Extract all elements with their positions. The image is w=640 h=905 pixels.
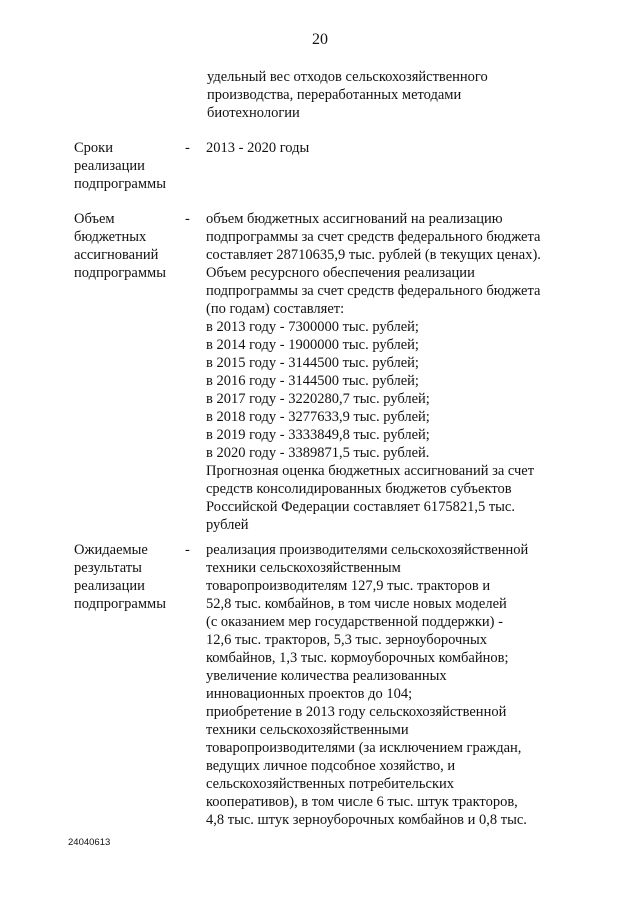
content-line: 12,6 тыс. тракторов, 5,3 тыс. зерноуборочных	[206, 632, 488, 648]
content-line: техники сельскохозяйственным	[206, 560, 401, 576]
section-dash: -	[185, 140, 190, 156]
content-line: объем бюджетных ассигнований на реализацию	[206, 211, 503, 227]
content-line: в 2020 году - 3389871,5 тыс. рублей.	[206, 445, 430, 461]
content-line: товаропроизводителям 127,9 тыс. тракторов и	[206, 578, 491, 594]
content-line: сельскохозяйственных потребительских	[206, 776, 455, 792]
section-content	[206, 139, 566, 157]
intro-text	[207, 68, 567, 122]
section-dash: -	[185, 542, 190, 558]
content-line: (по годам) составляет:	[206, 301, 345, 317]
label-line: подпрограммы	[74, 265, 166, 281]
content-line: в 2017 году - 3220280,7 тыс. рублей;	[206, 391, 430, 407]
content-line: приобретение в 2013 году сельскохозяйственной	[206, 704, 507, 720]
label-line: Ожидаемые	[74, 542, 148, 558]
content-line: 4,8 тыс. штук зерноуборочных комбайнов и 0,8 тыс.	[206, 812, 527, 828]
content-line: средств консолидированных бюджетов субъектов	[206, 481, 512, 497]
section-label	[74, 210, 184, 282]
content-line: составляет 28710635,9 тыс. рублей (в текущих ценах).	[206, 247, 541, 263]
content-line: рублей	[206, 517, 249, 533]
content-line: инновационных проектов до 104;	[206, 686, 413, 702]
intro-line: биотехнологии	[207, 105, 300, 121]
label-line: реализации	[74, 578, 145, 594]
content-line: подпрограммы за счет средств федерального бюджета	[206, 283, 541, 299]
content-line: в 2013 году - 7300000 тыс. рублей;	[206, 319, 419, 335]
content-line: реализация производителями сельскохозяйственной	[206, 542, 529, 558]
content-line: кооперативов), в том числе 6 тыс. штук тракторов,	[206, 794, 518, 810]
content-line: 52,8 тыс. комбайнов, в том числе новых моделей	[206, 596, 507, 612]
label-line: бюджетных	[74, 229, 147, 245]
content-line: техники сельскохозяйственными	[206, 722, 409, 738]
label-line: Сроки	[74, 140, 113, 156]
content-line: подпрограммы за счет средств федерального бюджета	[206, 229, 541, 245]
section-label	[74, 541, 184, 613]
content-line: в 2014 году - 1900000 тыс. рублей;	[206, 337, 419, 353]
label-line: подпрограммы	[74, 596, 166, 612]
label-line: Объем	[74, 211, 115, 227]
content-line: в 2016 году - 3144500 тыс. рублей;	[206, 373, 419, 389]
content-line: ведущих личное подсобное хозяйство, и	[206, 758, 456, 774]
label-line: результаты	[74, 560, 142, 576]
content-line: комбайнов, 1,3 тыс. кормоуборочных комбайнов;	[206, 650, 509, 666]
label-line: подпрограммы	[74, 176, 166, 192]
content-line: в 2019 году - 3333849,8 тыс. рублей;	[206, 427, 430, 443]
intro-line: производства, переработанных методами	[207, 87, 462, 103]
section-content	[206, 541, 566, 829]
content-line: Объем ресурсного обеспечения реализации	[206, 265, 475, 281]
content-line: Российской Федерации составляет 6175821,5 тыс.	[206, 499, 515, 515]
content-line: в 2018 году - 3277633,9 тыс. рублей;	[206, 409, 430, 425]
page-number: 20	[312, 31, 328, 48]
content-line: Прогнозная оценка бюджетных ассигнований за счет	[206, 463, 535, 479]
intro-line: удельный вес отходов сельскохозяйственного	[207, 69, 488, 85]
section-label	[74, 139, 184, 193]
document-code: 24040613	[68, 837, 111, 848]
label-line: ассигнований	[74, 247, 159, 263]
section-dash: -	[185, 211, 190, 227]
content-line: в 2015 году - 3144500 тыс. рублей;	[206, 355, 419, 371]
content-line: 2013 - 2020 годы	[206, 140, 310, 156]
label-line: реализации	[74, 158, 145, 174]
content-line: (с оказанием мер государственной поддержки) -	[206, 614, 503, 630]
section-content	[206, 210, 566, 534]
content-line: увеличение количества реализованных	[206, 668, 447, 684]
content-line: товаропроизводителями (за исключением граждан,	[206, 740, 522, 756]
